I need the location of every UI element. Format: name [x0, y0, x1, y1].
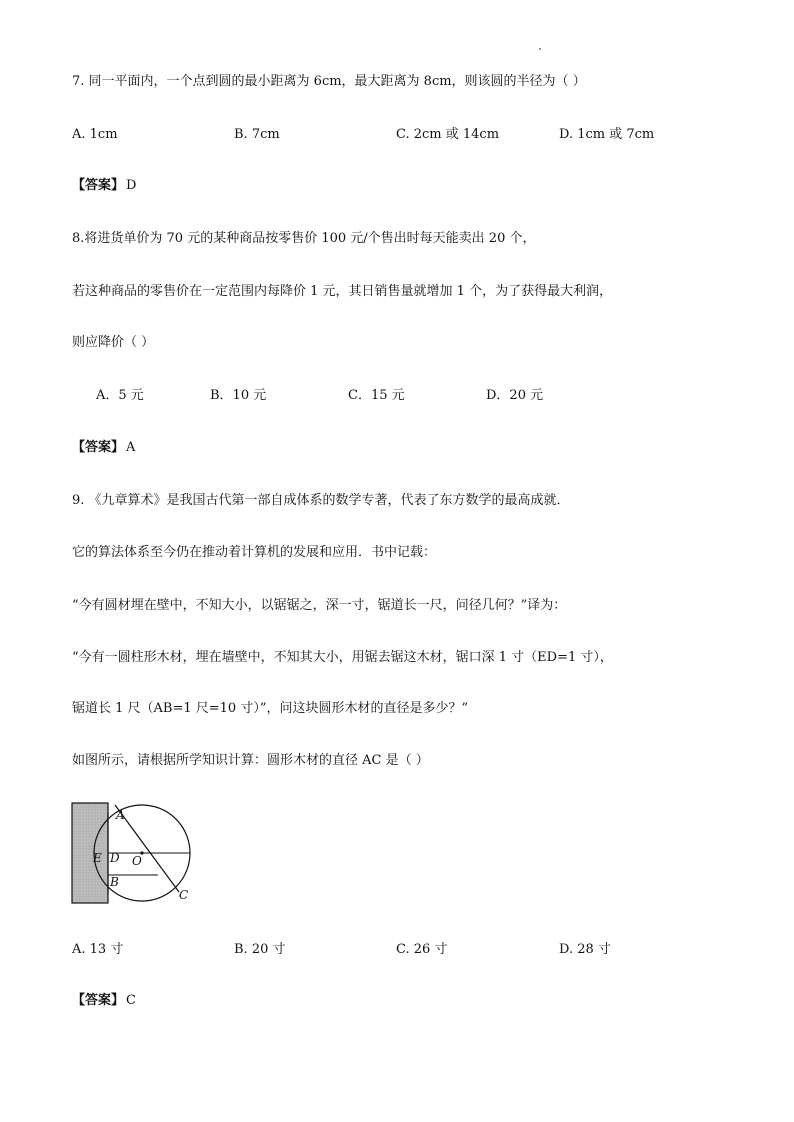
q8-line-2: 若这种商品的零售价在一定范围内每降价 1 元，其日销售量就增加 1 个，为了获得最大利润， [72, 284, 613, 299]
answer-value: C [126, 993, 136, 1008]
label-b: B [110, 875, 119, 889]
q9-line-6: 如图所示，请根据所学知识计算：圆形木材的直径 AC 是（ ） [72, 753, 429, 768]
answer-label: 【答案】 [72, 440, 125, 455]
label-c: C [179, 888, 189, 902]
q7-option-a: A. 1cm [72, 127, 118, 142]
q9-answer [72, 991, 136, 1011]
label-a: A [116, 808, 125, 822]
answer-value: D [126, 178, 137, 193]
q7-option-b: B. 7cm [234, 127, 280, 142]
answer-label: 【答案】 [72, 993, 125, 1008]
q9-options [72, 940, 722, 960]
q8-option-c: C．15 元 [348, 388, 405, 403]
q7-answer [72, 176, 136, 196]
scan-speck [539, 48, 541, 50]
q9-line-3: “今有圆材埋在壁中，不知大小，以锯锯之，深一寸，锯道长一尺，问径几何？”译为： [72, 598, 567, 613]
q9-line-2: 它的算法体系至今仍在推动着计算机的发展和应用．书中记载： [72, 545, 437, 560]
label-o: O [132, 854, 142, 868]
q8-options [72, 386, 722, 406]
q9-line-4: “今有一圆柱形木材，埋在墙壁中，不知其大小，用锯去锯这木材，锯口深 1 寸（ED=1 寸）， [72, 650, 613, 665]
circle-wall-figure [70, 800, 230, 910]
q7-options [72, 125, 722, 145]
q9-option-b: B. 20 寸 [234, 942, 286, 957]
q7-option-d: D. 1cm 或 7cm [559, 127, 655, 142]
q9-line-5: 锯道长 1 尺（AB=1 尺=10 寸）”，问这块圆形木材的直径是多少？” [72, 701, 469, 716]
answer-value: A [126, 440, 136, 455]
q8-option-d: D．20 元 [486, 388, 544, 403]
q8-option-b: B．10 元 [210, 388, 267, 403]
label-e: E [93, 851, 102, 865]
wall-rect [72, 803, 108, 903]
label-d: D [110, 851, 120, 865]
q9-option-a: A. 13 寸 [72, 942, 124, 957]
q8-line-1: 8.将进货单价为 70 元的某种商品按零售价 100 元/个售出时每天能卖出 20 个， [72, 231, 536, 246]
q9-line-1: 9. 《九章算术》是我国古代第一部自成体系的数学专著，代表了东方数学的最高成就． [72, 493, 570, 508]
q9-option-c: C. 26 寸 [396, 942, 448, 957]
q8-option-a: A．5 元 [96, 388, 144, 403]
q7-stem: 7. 同一平面内，一个点到圆的最小距离为 6cm，最大距离为 8cm，则该圆的半径为（ ） [72, 74, 586, 89]
q8-line-3: 则应降价（ ） [72, 335, 155, 350]
q8-answer [72, 438, 135, 458]
q9-option-d: D. 28 寸 [559, 942, 611, 957]
answer-label: 【答案】 [72, 178, 125, 193]
q7-option-c: C. 2cm 或 14cm [396, 127, 500, 142]
